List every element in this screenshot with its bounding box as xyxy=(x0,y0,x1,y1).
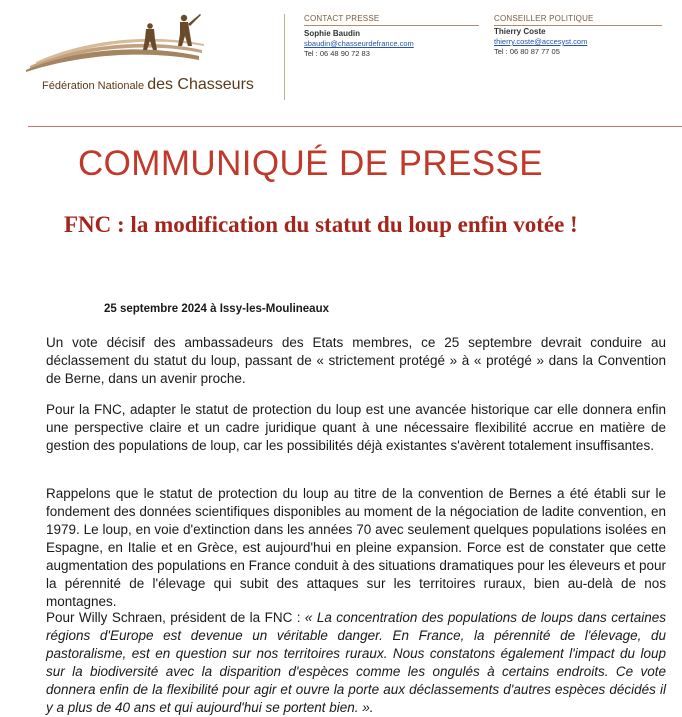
political-advisor-phone: Tel : 06 80 87 77 05 xyxy=(494,47,560,56)
press-contact-block xyxy=(304,14,479,59)
press-contact-email[interactable]: sbaudin@chasseurdefrance.com xyxy=(304,39,414,48)
organization-name xyxy=(42,76,254,94)
hunters-silhouette-icon xyxy=(24,12,264,74)
president-quote: « La concentration des populations de loups dans certaines régions d'Europe est devenue un véritable danger. En France, la pérennité de l'élevage, du pastoralisme, est en question sur nos territoires ruraux. Nous constatons également l'impact du loup sur la biodiversité avec la disparition d'espèces comme les ongulés à certains endroits. Ce vote donnera enfin de la flexibilité pour agir et ouvre la porte aux déclassements d'autres espèces décidés il y a plus de 40 ans et qui aujourd'hui se portent bien. ». xyxy=(46,610,666,715)
org-name-prefix: Fédération Nationale xyxy=(42,80,148,92)
press-contact-phone: Tel : 06 48 90 72 83 xyxy=(304,49,370,58)
document-title: COMMUNIQUÉ DE PRESSE xyxy=(78,144,543,183)
org-name-suffix: des Chasseurs xyxy=(147,76,254,93)
headline: FNC : la modification du statut du loup enfin votée ! xyxy=(64,212,578,237)
press-contact-label: CONTACT PRESSE xyxy=(304,14,479,26)
paragraph-1: Un vote décisif des ambassadeurs des Etats membres, ce 25 septembre devrait conduire au déclassement du statut du loup, passant de « strictement protégé » à « protégé » dans la Convention de Berne, dans un avenir proche. xyxy=(46,335,666,386)
political-advisor-email[interactable]: thierry.coste@accesyst.com xyxy=(494,37,588,46)
header-rule xyxy=(28,126,682,127)
political-advisor-label: CONSEILLER POLITIQUE xyxy=(494,14,662,26)
paragraph-2: Pour la FNC, adapter le statut de protection du loup est une avancée historique car elle donnera enfin une perspective claire et un cadre juridique quant à une nécessaire flexibilité accrue en matière de gestion des populations de loup, car les possibilités déjà existantes s'avèrent totalement insuffisantes. xyxy=(46,402,666,453)
dateline: 25 septembre 2024 à Issy-les-Moulineaux xyxy=(104,303,329,315)
paragraph-4 xyxy=(46,609,666,717)
political-advisor-block xyxy=(494,14,662,57)
quote-intro: Pour Willy Schraen, président de la FNC : xyxy=(46,610,305,625)
political-advisor-name: Thierry Coste xyxy=(494,27,546,36)
press-contact-name: Sophie Baudin xyxy=(304,29,360,38)
fnc-logo xyxy=(24,12,264,92)
header-divider xyxy=(284,14,285,100)
paragraph-3: Rappelons que le statut de protection du loup au titre de la convention de Bernes a été établi sur le fondement des données scientifiques disponibles au moment de la négociation de ladite convention, en 1979. Le loup, en voie d'extinction dans les années 70 avec seulement quelques populations isolées en Espagne, en Italie et en Grèce, est aujourd'hui en pleine expansion. Force est de constater que cette augmentation des populations en France conduit à des situations dramatiques pour les éleveurs et pour la pérennité de l'élevage qui subit des attaques sur les territoires ruraux, bien au-delà de nos montagnes. xyxy=(46,486,666,609)
